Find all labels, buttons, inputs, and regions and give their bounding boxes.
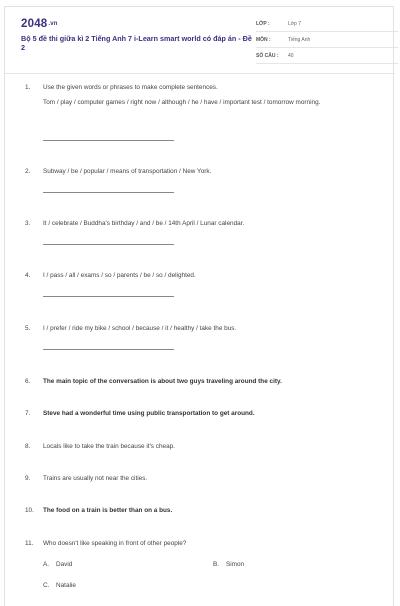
- question-number: 11.: [25, 540, 34, 547]
- document-title: Bộ 5 đề thi giữa kì 2 Tiếng Anh 7 i-Learn smart world có đáp án - Đề 2: [21, 34, 252, 52]
- meta-value: Lớp 7: [288, 21, 302, 27]
- meta-label: LỚP :: [256, 21, 270, 27]
- meta-info: [256, 18, 398, 66]
- option-text: Simon: [226, 561, 245, 568]
- meta-value: 40: [288, 53, 294, 59]
- meta-value: Tiếng Anh: [288, 37, 311, 43]
- question-text: The main topic of the conversation is about two guys traveling around the city.: [43, 378, 282, 385]
- logo-main: 2048: [21, 18, 48, 30]
- answer-line[interactable]: [43, 244, 173, 245]
- question-text: It / celebrate / Buddha's birthday / and / be / 14th April / Lunar calendar.: [43, 220, 245, 227]
- option-b[interactable]: [213, 561, 244, 568]
- answer-line[interactable]: [43, 192, 173, 193]
- meta-label: SỐ CÂU :: [256, 53, 279, 59]
- question-text: The food on a train is better than on a bus.: [43, 507, 173, 514]
- question-text: Subway / be / popular / means of transportation / New York.: [43, 168, 212, 175]
- worksheet-page: [4, 6, 394, 606]
- meta-row-count: [256, 50, 398, 64]
- logo-suffix: .vn: [48, 21, 58, 27]
- question-text: Trains are usually not near the cities.: [43, 475, 148, 482]
- question-number: 8.: [25, 443, 31, 450]
- answer-line[interactable]: [43, 296, 173, 297]
- option-letter: A.: [43, 561, 50, 568]
- option-text: David: [56, 561, 73, 568]
- option-a[interactable]: [43, 561, 72, 568]
- question-text: Locals like to take the train because it's cheap.: [43, 443, 175, 450]
- question-text: Who doesn't like speaking in front of other people?: [43, 540, 187, 547]
- question-number: 5.: [25, 325, 31, 332]
- question-text: I / prefer / ride my bike / school / because / it / healthy / take the bus.: [43, 325, 237, 332]
- option-c[interactable]: [43, 582, 76, 589]
- question-text: Use the given words or phrases to make complete sentences.: [43, 84, 218, 91]
- meta-label: MÔN :: [256, 37, 271, 43]
- question-text: I / pass / all / exams / so / parents / be / so / delighted.: [43, 272, 196, 279]
- option-letter: B.: [213, 561, 220, 568]
- question-number: 4.: [25, 272, 31, 279]
- option-letter: C.: [43, 582, 50, 589]
- answer-line[interactable]: [43, 140, 173, 141]
- answer-line[interactable]: [43, 349, 173, 350]
- question-number: 1.: [25, 84, 31, 91]
- meta-row-subject: [256, 34, 398, 48]
- header-divider: [5, 73, 395, 74]
- option-text: Natalie: [56, 582, 76, 589]
- site-logo[interactable]: [21, 18, 58, 30]
- question-number: 7.: [25, 410, 31, 417]
- header: [21, 18, 389, 68]
- meta-row-grade: [256, 18, 398, 32]
- question-number: 10.: [25, 507, 34, 514]
- question-prompt: Tom / play / computer games / right now / although / he / have / important test / tomorrow morning.: [43, 99, 321, 106]
- question-number: 3.: [25, 220, 31, 227]
- question-number: 9.: [25, 475, 31, 482]
- question-number: 2.: [25, 168, 31, 175]
- question-text: Steve had a wonderful time using public transportation to get around.: [43, 410, 255, 417]
- question-number: 6.: [25, 378, 31, 385]
